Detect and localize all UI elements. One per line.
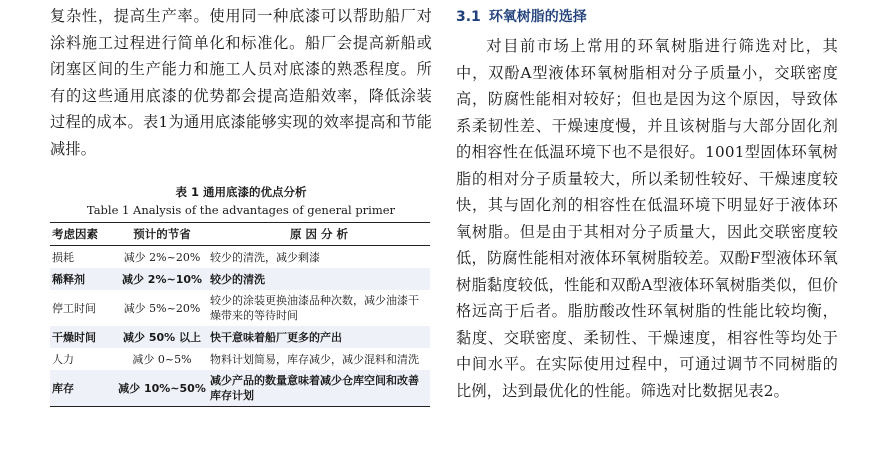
- table-row: [50, 348, 430, 370]
- section-title: 环氧树脂的选择: [488, 9, 587, 25]
- table-row: [50, 290, 430, 326]
- table-row: [50, 370, 430, 407]
- intro-paragraph: 复杂性，提高生产率。使用同一种底漆可以帮助船厂对涂料施工过程进行简单化和标准化。船厂会提高新船或闭塞区间的生产能力和施工人员对底漆的熟悉程度。所有的这些通用底漆的优势都会提高造船效率，降低涂装过程的成本。表1为通用底漆能够实现的效率提高和节能减排。: [50, 7, 432, 158]
- cell-reason: 快干意味着船厂更多的产出: [208, 326, 430, 348]
- cell-factor: 稀释剂: [50, 268, 116, 290]
- table-caption-english: Table 1 Analysis of the advantages of general primer: [86, 203, 396, 217]
- cell-reason: 较少的涂装更换油漆品种次数，减少油漆干燥带来的等待时间: [210, 294, 419, 322]
- table-row: [50, 268, 430, 290]
- cell-reason: 较少的清洗: [208, 268, 430, 290]
- header-factor: 考虑因素: [50, 223, 116, 246]
- table-header-row: [50, 223, 430, 246]
- left-column: [50, 3, 432, 407]
- cell-reason: 较少的清洗，减少剩漆: [210, 251, 320, 264]
- cell-factor: 干燥时间: [50, 326, 116, 348]
- cell-factor: 库存: [50, 370, 116, 407]
- table-row: [50, 326, 430, 348]
- cell-saving: 减少 10%~50%: [116, 370, 208, 407]
- header-reason: 原 因 分 析: [208, 223, 430, 246]
- header-saving: 预计的节省: [116, 223, 208, 246]
- cell-factor: 停工时间: [52, 302, 96, 315]
- cell-reason: 物料计划简易，库存减少，减少混料和清洗: [210, 352, 419, 366]
- cell-factor: 人力: [52, 353, 74, 366]
- cell-reason: 减少产品的数量意味着减少仓库空间和改善库存计划: [210, 374, 419, 402]
- table-caption-chinese: 表 1 通用底漆的优点分析: [175, 185, 307, 199]
- cell-saving: 减少 2%~20%: [123, 251, 201, 264]
- cell-saving: 减少 2%~10%: [116, 268, 208, 290]
- right-column: [456, 3, 838, 404]
- section-heading: [456, 7, 838, 27]
- cell-factor: 损耗: [52, 251, 74, 264]
- cell-saving: 减少 0~5%: [132, 353, 192, 366]
- table-row: [50, 246, 430, 269]
- cell-saving: 减少 5%~20%: [123, 302, 201, 315]
- section-number: 3.1: [456, 9, 481, 25]
- primer-advantages-table: [50, 222, 430, 407]
- section-body-paragraph: 对目前市场上常用的环氧树脂进行筛选对比，其中，双酚A型液体环氧树脂相对分子质量小，交联密度高，防腐性能相对较好；但也是因为这个原因，导致体系柔韧性差、干燥速度慢，并且该树脂与大部分固化剂的相容性在低温环境下也不是很好。1001型固体环氧树脂的相对分子质量较大，所以柔韧性较好、干燥速度较快，其与固化剂的相容性在低温环境下明显好于液体环氧树脂。但是由于其相对分子质量大，因此交联密度较低，防腐性能相对液体环氧树脂较差。双酚F型液体环氧树脂黏度较低，性能和双酚A型液体环氧树脂类似，但价格远高于后者。脂肪酸改性环氧树脂的性能比较均衡，黏度、交联密度、柔韧性、干燥速度，相容性等均处于中间水平。在实际使用过程中，可通过调节不同树脂的比例，达到最优化的性能。筛选对比数据见表2。: [456, 37, 838, 400]
- cell-saving: 减少 50% 以上: [116, 326, 208, 348]
